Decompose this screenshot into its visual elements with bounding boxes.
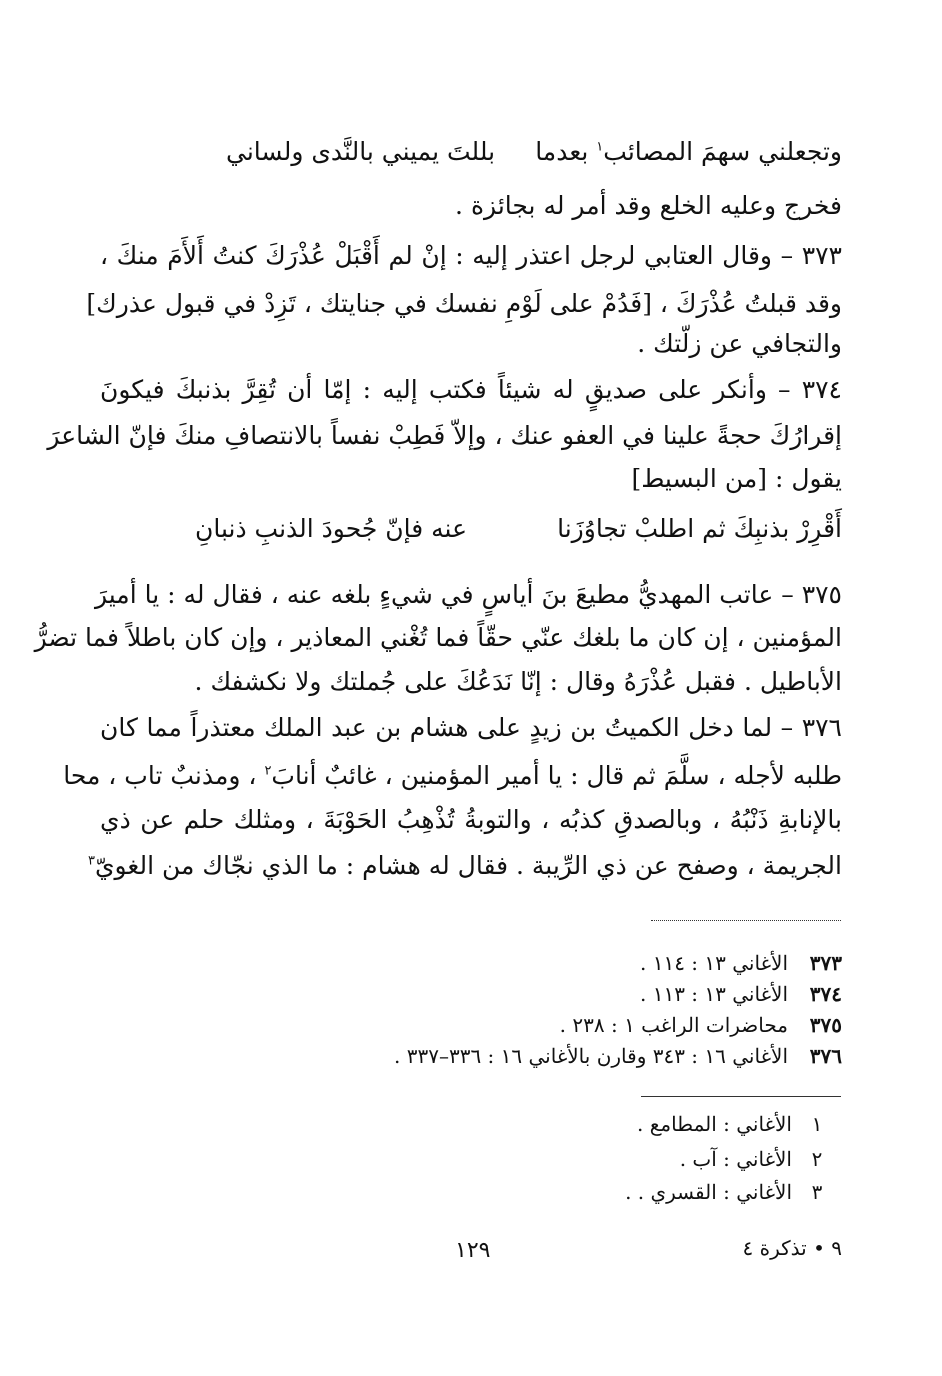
entry-373-line-3: والتجافي عن زلّتك .	[637, 329, 842, 358]
verse1-first-hemistich	[535, 132, 842, 172]
footnote-item	[637, 1107, 842, 1141]
entry-374-line-2: إقرارُكَ حجةً علينا في العفو عنك ، وإلاّ فَطِبْ نفساً بالانتصافِ منكَ فإنّ الشاعرَ	[47, 421, 842, 450]
page-number: ١٢٩	[455, 1238, 491, 1263]
entry-375-line-1: ٣٧٥ – عاتب المهديُّ مطيعَ بنَ أياسٍ في شيءٍ بلغه عنه ، فقال له : يا أميرَ	[94, 580, 842, 609]
entry-376-line-4-text: الجريمة ، وصفح عن ذي الرِّيبة . فقال له هشام : ما الذي نجّاك من الغويّ	[94, 851, 842, 880]
entry-376-line-2	[63, 756, 842, 796]
reference-number: ٣٧٤	[809, 982, 842, 1006]
reference-number: ٣٧٦	[809, 1044, 842, 1068]
reference-item	[560, 1010, 842, 1040]
footnote-marker-1: ١	[596, 139, 604, 155]
reference-item	[640, 979, 842, 1009]
verse1-second-hemistich: بللتَ يميني بالنَّدى ولساني	[226, 137, 496, 166]
entry-374-line-3: يقول : [من البسيط]	[631, 464, 842, 493]
references-divider	[651, 920, 841, 921]
footnote-item	[680, 1142, 842, 1176]
verse1-right-text: وتجعلني سهمَ المصائب	[603, 137, 842, 166]
printer-signature: ٩ • تذكرة ٤	[742, 1236, 842, 1260]
reference-number: ٣٧٥	[809, 1013, 842, 1037]
footnote-item	[625, 1175, 842, 1209]
entry-373-line-2: وقد قبلتُ عُذْرَكَ ، [فَدُمْ على لَوْمِ نفسك في جنايتك ، تَزِدْ في قبول عذرك]	[86, 289, 842, 318]
entry-376-line-2-tail: ، ومذنبٌ تاب ، محا	[63, 761, 265, 790]
footnotes-divider	[641, 1096, 841, 1097]
verse2-first-hemistich: أَقْرِرْ بذنبِكَ ثم اطلبْ تجاوُزَنا	[557, 514, 842, 543]
entry-376-line-2-text: طلبه لأجله ، سلَّمَ ثم قال : يا أمير المؤمنين ، غائبٌ أنابَ	[271, 761, 842, 790]
entry-375-line-3: الأباطيل . فقبل عُذْرَهُ وقال : إنّا نَدَعُكَ على جُملتك ولا نكشفك .	[194, 667, 842, 696]
footnote-marker-3: ٣	[87, 853, 95, 869]
footnote-text: الأغاني : المطامع .	[637, 1112, 792, 1136]
entry-373-line-1: ٣٧٣ – وقال العتابي لرجل اعتذر إليه : إنْ لم أَقْبَلْ عُذْرَكَ كنتُ أَلأَمَ منكَ ،	[100, 241, 842, 270]
footnote-number: ٢	[811, 1147, 823, 1171]
entry-376-line-4	[87, 846, 842, 886]
reference-text: الأغاني ١٦ : ٣٤٣ وقارن بالأغاني ١٦ : ٣٣٦–٣٣٧ .	[394, 1044, 788, 1068]
reference-item	[640, 948, 842, 978]
entry-376-line-1: ٣٧٦ – لما دخل الكميتُ بن زيدٍ على هشام بن عبد الملك معتذراً مما كان	[100, 713, 842, 742]
reference-text: الأغاني ١٣ : ١١٣ .	[640, 982, 788, 1006]
entry-376-line-3: بالإنابةِ ذَنْبُهُ ، وبالصدقِ كذبُه ، والتوبةُ تُذْهِبُ الحَوْبَةَ ، ومثلك حلم عن ذي	[100, 805, 842, 834]
footnote-text: الأغاني : آب .	[679, 1147, 792, 1171]
reference-text: محاضرات الراغب ١ : ٢٣٨ .	[559, 1013, 788, 1037]
footnote-number: ٣	[811, 1180, 823, 1204]
reference-text: الأغاني ١٣ : ١١٤ .	[640, 951, 788, 975]
footnote-marker-2: ٢	[264, 763, 272, 779]
footnote-number: ١	[811, 1112, 823, 1136]
text-line: فخرج وعليه الخلع وقد أمر له بجائزة .	[455, 191, 842, 220]
footnote-text: الأغاني : القسري . .	[625, 1180, 792, 1204]
reference-item	[394, 1041, 842, 1071]
verse2-second-hemistich: عنه فإنّ جُحودَ الذنبِ ذنبانِ	[194, 514, 467, 543]
reference-number: ٣٧٣	[809, 951, 842, 975]
entry-375-line-2: المؤمنين ، إن كان ما بلغك عنّي حقّاً فما تُغْني المعاذير ، وإن كان باطلاً فما تضرُّ	[34, 623, 842, 652]
entry-374-line-1: ٣٧٤ – وأنكر على صديقٍ له شيئاً فكتب إليه : إمّا أن تُقِرَّ بذنبكَ فيكونَ	[100, 375, 842, 404]
verse1-right-text-2: بعدما	[535, 137, 597, 166]
